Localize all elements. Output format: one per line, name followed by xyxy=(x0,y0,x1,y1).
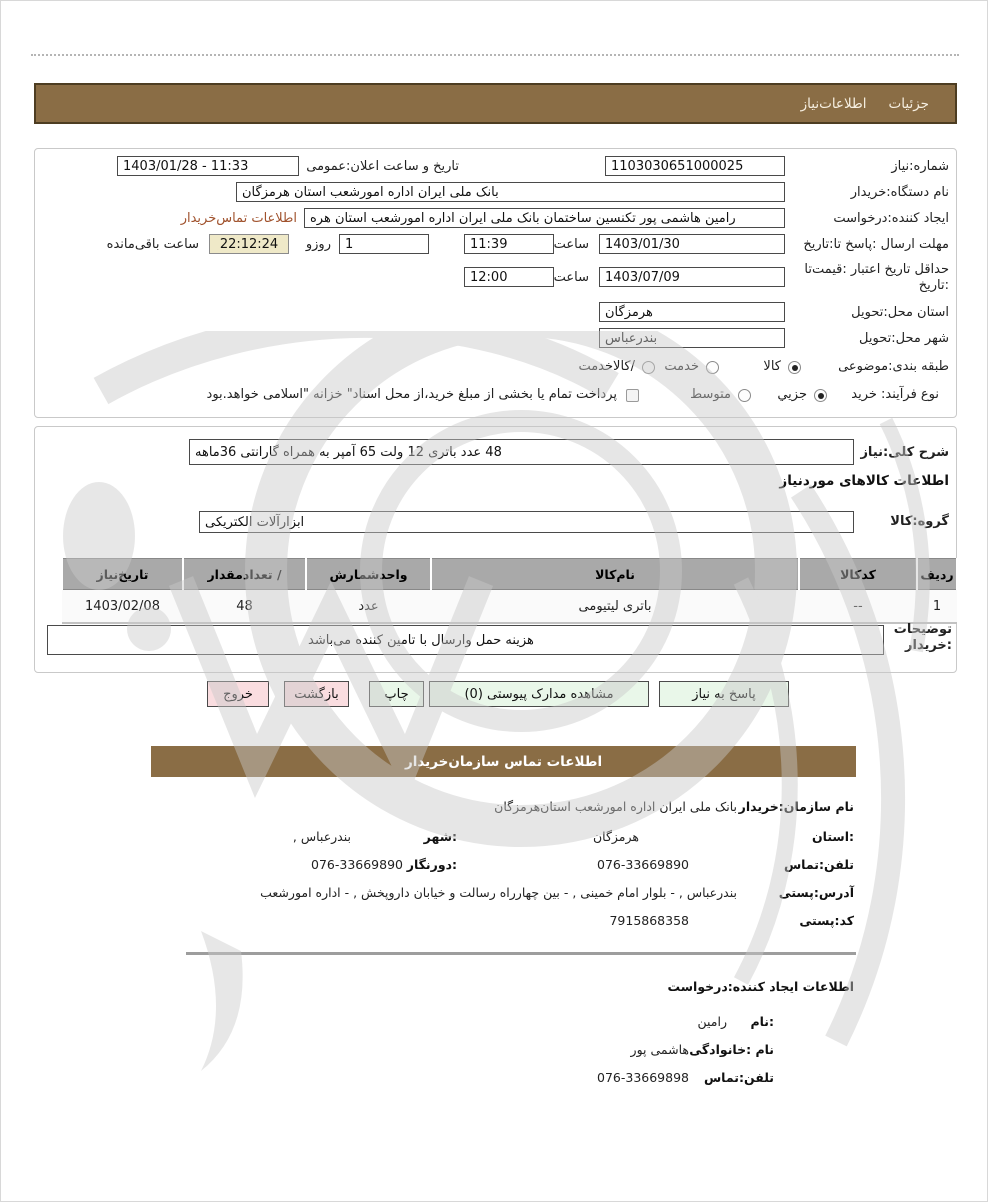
goods-group-label: گروه:کالا xyxy=(890,514,949,529)
remaining-hours-label: ساعت باقی‌مانده xyxy=(106,237,199,252)
contact-phone-value: 076-33669890 xyxy=(597,857,689,872)
reply-deadline-label: مهلت ارسال :پاسخ تا:تاریخ xyxy=(803,237,949,252)
contact-fax-value: 076-33669890 xyxy=(311,857,403,872)
need-number-field[interactable]: 1103030651000025 xyxy=(605,156,785,176)
buyer-org-field[interactable]: بانک ملی ایران اداره امورشعب استان هرمزگان xyxy=(236,182,785,202)
cell-goods-name: باتری لیتیومی xyxy=(431,590,799,624)
contact-city-label: :شهر xyxy=(423,829,457,844)
col-goods-name: نام‌کالا xyxy=(431,559,799,590)
goods-group-field[interactable]: ابزارآلات الکتریکی xyxy=(199,511,854,533)
items-table-header-row xyxy=(62,559,957,590)
price-validity-label-line2: :تاریخ xyxy=(918,278,949,293)
process-medium-radio[interactable] xyxy=(738,389,751,402)
view-attachments-button[interactable]: مشاهده مدارک پیوستی (0) xyxy=(429,681,649,707)
remaining-time-box: 22:12:24 xyxy=(209,234,289,254)
days-label: روزو xyxy=(305,237,331,252)
price-validity-label-line1: حداقل تاریخ اعتبار :قیمت‌تا xyxy=(804,262,949,277)
cell-quantity: 48 xyxy=(183,590,306,624)
org-name-value: بانک ملی ایران اداره امورشعب استان‌هرمزگان xyxy=(494,799,737,814)
reply-deadline-time-field[interactable]: 11:39 xyxy=(464,234,554,254)
col-goods-code: کدکالا xyxy=(799,559,917,590)
deadline-hour-label: ساعت xyxy=(553,237,589,252)
print-button[interactable]: چاپ xyxy=(369,681,424,707)
subject-category-label: طبقه بندی:موضوعی xyxy=(838,359,949,374)
need-summary-field[interactable]: 48 عدد باتری 12 ولت 65 آمپر به همراه گارانتی 36ماهه xyxy=(189,439,854,465)
delivery-province-label: استان محل:تحویل xyxy=(851,305,949,320)
creator-first-name-label: :نام xyxy=(750,1014,774,1029)
cell-row-number: 1 xyxy=(917,590,957,624)
buyer-contact-section-header: اطلاعات تماس سازمان‌خریدار xyxy=(151,746,856,777)
creator-last-name-label: نام :خانوادگی xyxy=(689,1042,774,1057)
process-partial-label: جزیي xyxy=(777,387,807,402)
tab-need-info[interactable]: اطلاعات‌نیاز xyxy=(800,95,867,112)
back-button[interactable]: بازگشت xyxy=(284,681,349,707)
validity-hour-label: ساعت xyxy=(553,270,589,285)
delivery-city-label: شهر محل:تحویل xyxy=(859,331,949,346)
delivery-city-field[interactable]: بندرعباس xyxy=(599,328,785,348)
creator-first-name-value: رامین xyxy=(697,1014,727,1029)
tab-details[interactable]: جزئیات xyxy=(888,95,929,112)
treasury-payment-label: پرداخت تمام یا بخشی از مبلغ خرید،از محل اسناد" خزانه "اسلامی خواهد.بود xyxy=(206,387,617,402)
category-goods-radio[interactable] xyxy=(788,361,801,374)
cell-unit: عدد xyxy=(306,590,431,624)
remaining-days-field[interactable]: 1 xyxy=(339,234,429,254)
col-need-date: تاریخ‌نیاز xyxy=(62,559,183,590)
request-creator-label: ایجاد کننده:درخواست xyxy=(833,211,949,226)
buyer-notes-label-line1: توضیحات xyxy=(893,622,952,637)
creator-section-heading: اطلاعات ایجاد کننده:درخواست xyxy=(667,979,854,994)
need-summary-label: شرح کلی:نیاز xyxy=(860,445,949,460)
price-validity-date-field[interactable]: 1403/07/09 xyxy=(599,267,785,287)
announce-datetime-label: تاریخ و ساعت اعلان:عمومی xyxy=(306,159,459,174)
contact-address-value: بندرعباس , - بلوار امام خمینی , - بین چهارراه رسالت و خیابان داروپخش , - اداره امورشعب xyxy=(260,885,737,900)
buyer-notes-field[interactable]: هزینه حمل وارسال با تامین کننده می‌باشد xyxy=(47,625,884,655)
contact-city-value: بندرعباس , xyxy=(292,829,351,844)
creator-phone-label: تلفن:تماس xyxy=(703,1070,774,1085)
category-goods-service-radio[interactable] xyxy=(642,361,655,374)
creator-last-name-value: هاشمی پور xyxy=(630,1042,689,1057)
contact-fax-label: :دورنگار xyxy=(406,857,457,872)
buyer-contact-link[interactable]: اطلاعات تماس‌خریدار xyxy=(180,211,297,226)
table-row xyxy=(62,590,957,624)
org-name-label: نام سازمان:خریدار xyxy=(738,799,854,814)
col-quantity: / تعدادمقدار xyxy=(183,559,306,590)
items-table xyxy=(61,558,958,624)
category-goods-service-label: /کالاخدمت xyxy=(578,359,635,374)
process-type-label: نوع فرآیند: خرید xyxy=(851,387,939,402)
exit-button[interactable]: خروج xyxy=(207,681,269,707)
top-tab-bar xyxy=(34,83,957,124)
category-goods-label: کالا xyxy=(763,359,781,374)
contact-phone-label: تلفن:تماس xyxy=(783,857,854,872)
col-row-number: ردیف xyxy=(917,559,957,590)
contact-postal-label: کد:پستی xyxy=(799,913,854,928)
creator-phone-value: 076-33669898 xyxy=(597,1070,689,1085)
items-info-heading: اطلاعات کالاهای موردنیاز xyxy=(779,473,949,489)
delivery-province-field[interactable]: هرمزگان xyxy=(599,302,785,322)
reply-to-need-button[interactable]: پاسخ به نیاز xyxy=(659,681,789,707)
contact-address-label: آدرس:پستی xyxy=(778,885,854,900)
price-validity-time-field[interactable]: 12:00 xyxy=(464,267,554,287)
request-creator-field[interactable]: رامین هاشمی پور تکنسین ساختمان بانک ملی ایران اداره امورشعب استان هره xyxy=(304,208,785,228)
process-medium-label: متوسط xyxy=(690,387,731,402)
reply-deadline-date-field[interactable]: 1403/01/30 xyxy=(599,234,785,254)
top-dotted-separator xyxy=(31,54,959,56)
section-divider xyxy=(186,952,856,955)
announce-datetime-field[interactable]: 1403/01/28 - 11:33 xyxy=(117,156,299,176)
category-service-label: خدمت xyxy=(664,359,699,374)
category-service-radio[interactable] xyxy=(706,361,719,374)
buyer-org-label: نام دستگاه:خریدار xyxy=(850,185,949,200)
cell-goods-code: -- xyxy=(799,590,917,624)
need-number-label: شماره:نیاز xyxy=(891,159,949,174)
contact-postal-value: 7915868358 xyxy=(609,913,689,928)
process-partial-radio[interactable] xyxy=(814,389,827,402)
contact-province-value: هرمزگان xyxy=(592,829,639,844)
contact-province-label: :استان xyxy=(811,829,854,844)
buyer-notes-label-line2: :خریدار xyxy=(905,638,952,653)
cell-need-date: 1403/02/08 xyxy=(62,590,183,624)
col-unit: واحدشمارش xyxy=(306,559,431,590)
treasury-payment-checkbox[interactable] xyxy=(626,389,639,402)
